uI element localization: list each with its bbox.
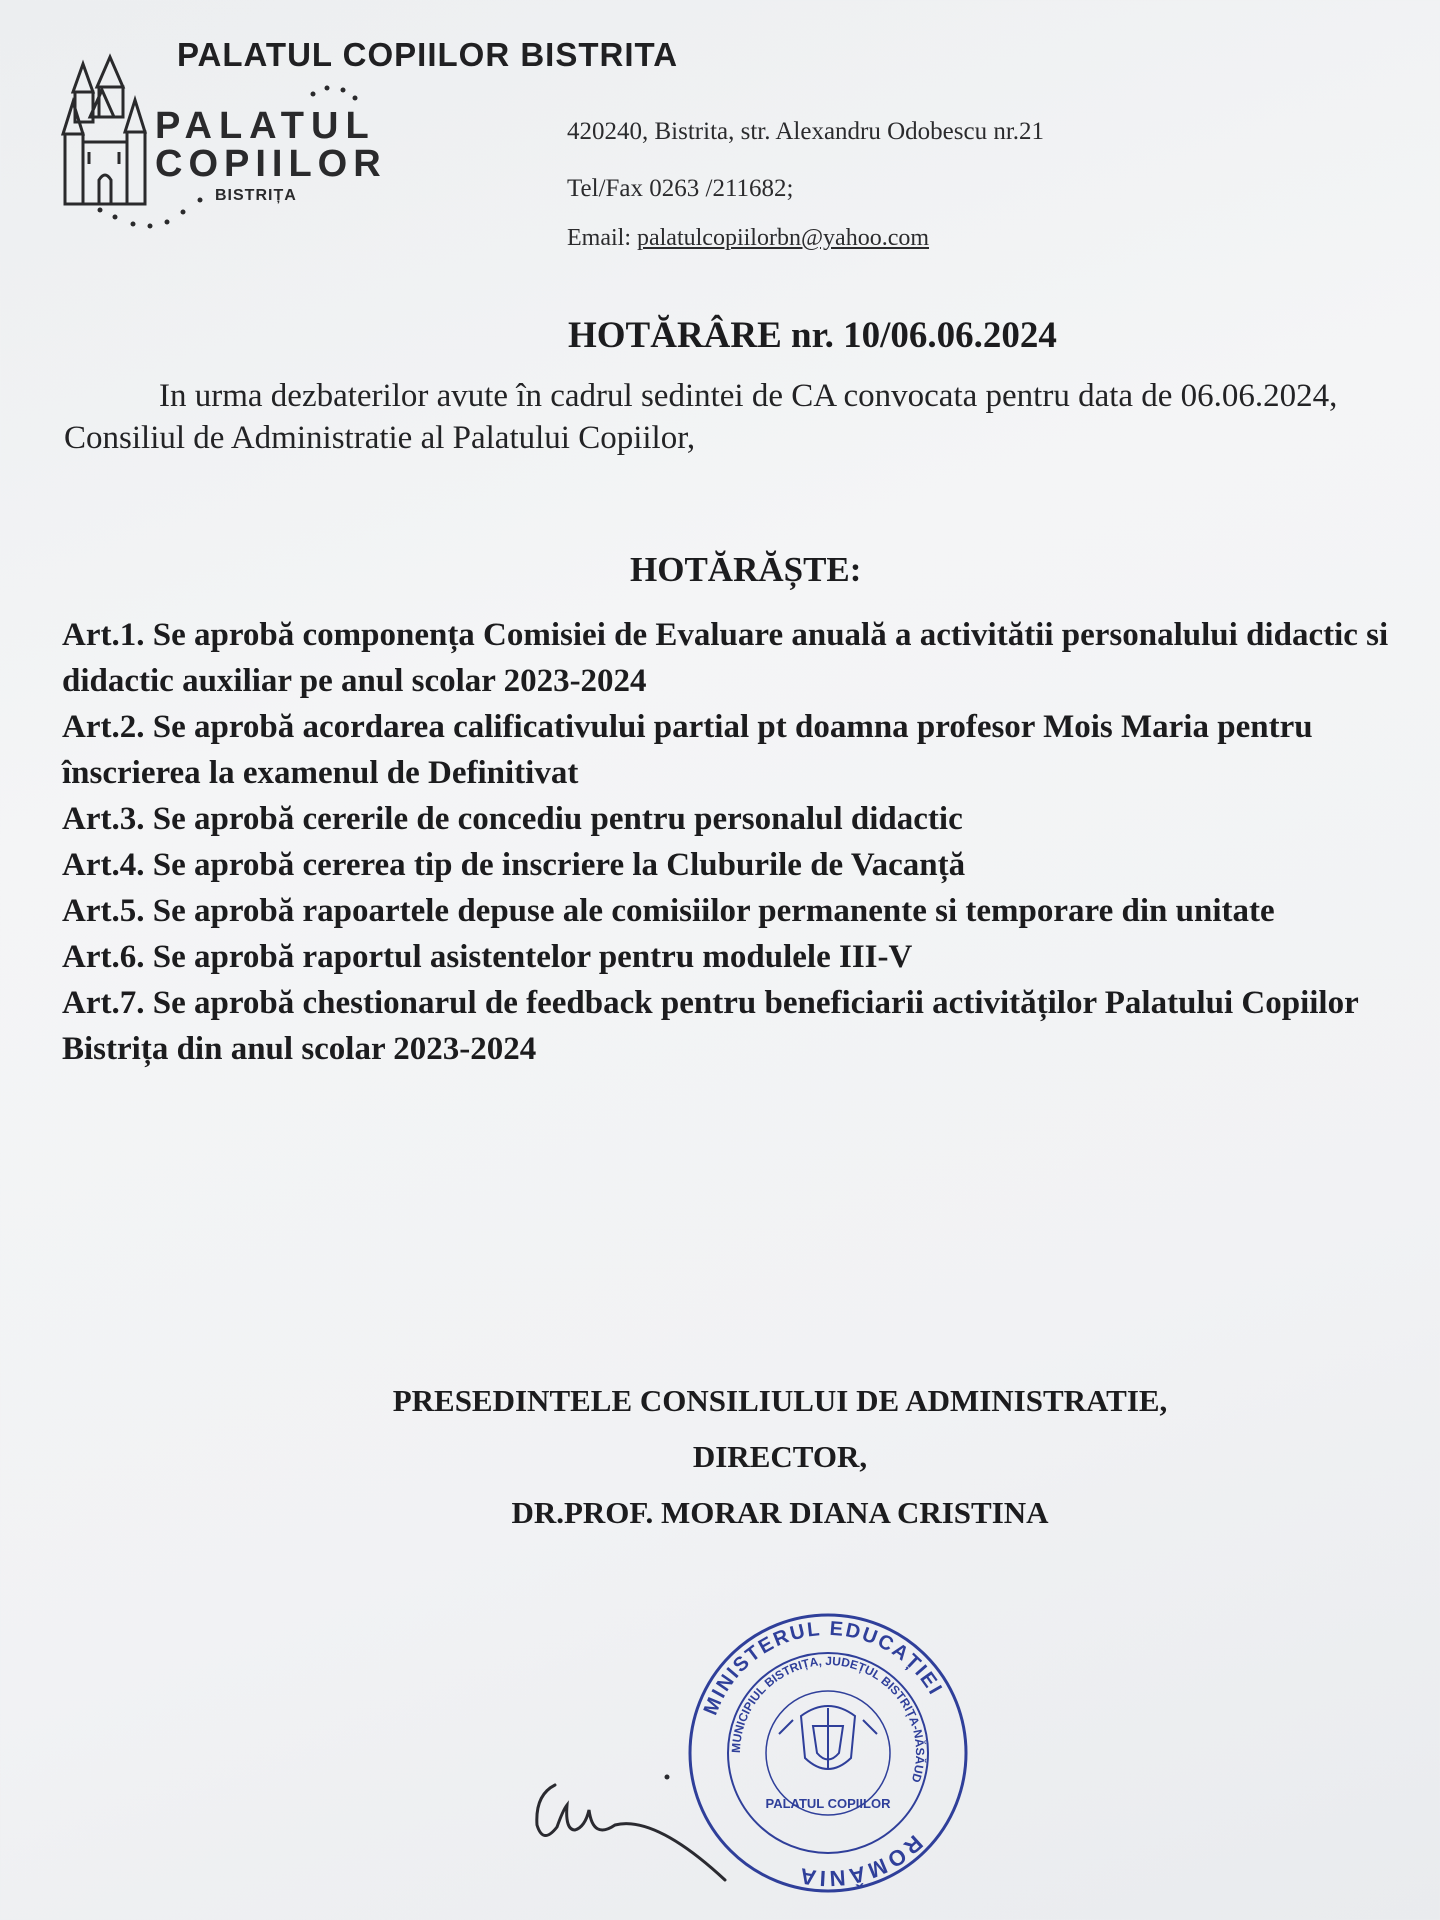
email-line [567,225,929,252]
email-link[interactable]: palatulcopiilorbn@yahoo.com [636,225,930,251]
stamp-center-text: PALATUL COPIILOR [765,1796,891,1811]
organization-name: PALATUL COPIILOR BISTRITA [177,36,679,73]
article-item: Art.5. Se aprobă rapoartele depuse ale comisiilor permanente si temporare din unitate [62,893,1275,929]
article-item: Art.7. Se aprobă chestionarul de feedback pentru beneficiarii activităților Palatului Copiilor Bistrița din anul scolar 2023-2024 [62,985,1359,1067]
stamp-top-text: ROMÂNIA [795,1830,928,1892]
handwritten-signature [515,1755,735,1895]
svg-text:ROMÂNIA [795,1830,928,1891]
coat-of-arms-icon [779,1706,877,1769]
intro-text: In urma dezbaterilor avute în cadrul sedintei de CA convocata pentru data de 06.06.2024, Consiliul de Administratie al Palatului Copiilor, [64,378,1338,456]
logo-line-2: COPIILOR [155,143,387,185]
article-item: Art.1. Se aprobă componența Comisiei de Evaluare anuală a activitătii personalului didactic si didactic auxiliar pe anul scolar 2023-2024 [62,617,1389,699]
signatory-name: DR.PROF. MORAR DIANA CRISTINA [511,1495,1049,1530]
stamp-bottom-text: MINISTERUL EDUCAȚIEI [699,1617,947,1719]
signatory-role: DIRECTOR, [692,1439,868,1474]
article-item: Art.2. Se aprobă acordarea calificativului partial pt doamna profesor Mois Maria pentru înscrierea la examenul de Definitivat [62,709,1313,791]
article-item: Art.3. Se aprobă cererile de concediu pentru personalul didactic [62,801,963,837]
decides-heading: HOTĂRĂȘTE: [630,550,862,589]
article-item: Art.6. Se aprobă raportul asistentelor pentru modulele III-V [62,939,913,975]
signatory-title: PRESEDINTELE CONSILIULUI DE ADMINISTRATIE, [392,1383,1168,1418]
logo-line-1: PALATUL [155,105,376,147]
article-item: Art.4. Se aprobă cererea tip de inscriere la Cluburile de Vacanță [62,847,966,883]
stamp-inner-text: MUNICIPIUL BISTRIȚA, JUDEȚUL BISTRIȚA-NĂSĂUD [728,1653,928,1785]
articles-list [62,612,1440,1072]
intro-paragraph [64,375,1404,459]
logo-line-3: BISTRIȚA [215,187,297,204]
email-label: Email: [567,225,631,251]
palatul-copiilor-logo [55,52,385,242]
address: 420240, Bistrita, str. Alexandru Odobescu nr.21 [567,118,1045,145]
document-title: HOTĂRÂRE nr. 10/06.06.2024 [568,315,1057,356]
phone: Tel/Fax 0263 /211682; [567,175,794,202]
signature-block [0,1373,1440,1541]
